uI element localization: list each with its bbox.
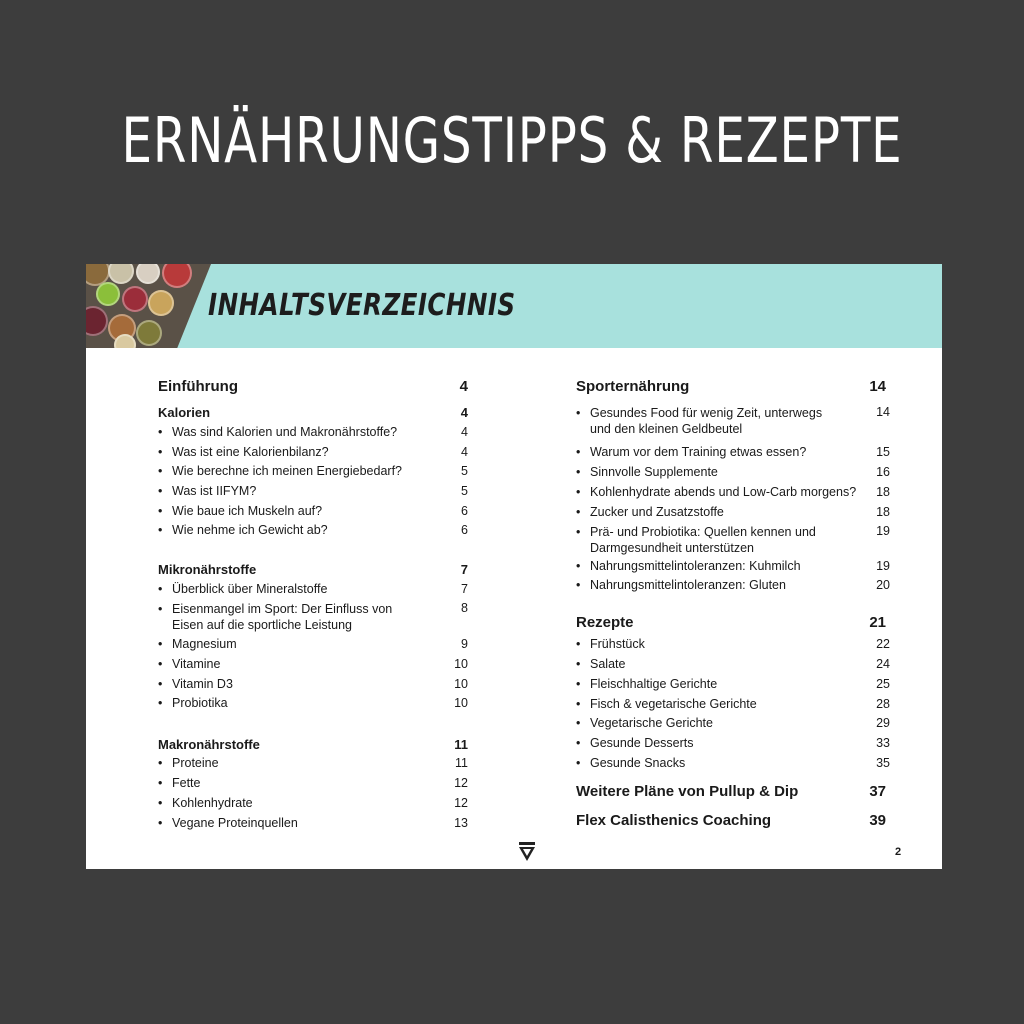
- item-text: • Kohlenhydrate: [172, 796, 253, 810]
- item-page: 5: [461, 464, 468, 478]
- item-text: • Was ist IIFYM?: [172, 484, 256, 498]
- item-page: 12: [454, 796, 468, 810]
- item-text: • Fleischhaltige Gerichte: [590, 677, 717, 691]
- food-bowls-image: [86, 264, 211, 348]
- item-text: • Zucker und Zusatzstoffe: [590, 505, 724, 519]
- section-title: Kalorien: [158, 405, 211, 420]
- banner: [86, 264, 942, 348]
- item-text: • Wie berechne ich meinen Energiebedarf?: [172, 464, 402, 478]
- item-page: 8: [461, 601, 468, 615]
- item-page: 13: [454, 816, 468, 830]
- item-text: • Nahrungsmittelintoleranzen: Gluten: [590, 578, 786, 592]
- item-page: 12: [454, 776, 468, 790]
- item-text: • Magnesium: [172, 637, 237, 651]
- item-text: • Frühstück: [590, 637, 645, 651]
- item-page: 16: [876, 465, 890, 479]
- section-title: Weitere Pläne von Pullup & Dip: [576, 783, 799, 800]
- item-page: 11: [455, 756, 468, 770]
- item-text: • Warum vor dem Training etwas essen?: [590, 445, 806, 459]
- item-text: • Vitamine: [172, 657, 220, 671]
- item-page: 10: [454, 677, 468, 691]
- item-text: • Fisch & vegetarische Gerichte: [590, 697, 757, 711]
- item-text: • Gesunde Snacks: [590, 756, 685, 770]
- section-title: Makronährstoffe: [158, 737, 260, 752]
- section-title: Einführung: [158, 378, 238, 395]
- item-text: • Nahrungsmittelintoleranzen: Kuhmilch: [590, 559, 801, 573]
- section-page: 4: [460, 405, 468, 420]
- item-page: 25: [876, 677, 890, 691]
- section-title: Flex Calisthenics Coaching: [576, 812, 772, 829]
- section-page: 14: [869, 378, 886, 395]
- item-text: • Proteine: [172, 756, 219, 770]
- item-page: 14: [876, 405, 890, 419]
- item-text: • Vegetarische Gerichte: [590, 716, 713, 730]
- headline: ERNÄHRUNGSTIPPS & REZEPTE: [121, 104, 903, 177]
- section-page: 11: [454, 737, 468, 752]
- item-page: 10: [454, 696, 468, 710]
- item-page: 18: [876, 485, 890, 499]
- item-page: 9: [461, 637, 468, 651]
- toc-title: INHALTSVERZEICHNIS: [208, 288, 516, 323]
- section-title: Mikronährstoffe: [158, 562, 257, 577]
- item-text: • Salate: [590, 657, 625, 671]
- item-text: • Fette: [172, 776, 201, 790]
- item-page: 6: [461, 504, 468, 518]
- item-page: 6: [461, 523, 468, 537]
- item-page: 4: [461, 445, 468, 459]
- item-page: 5: [461, 484, 468, 498]
- section-page: 39: [869, 812, 886, 829]
- item-page: 19: [876, 524, 890, 538]
- item-page: 20: [876, 578, 890, 592]
- item-text: • Prä- und Probiotika: Quellen kennen und Darmgesundheit unterstützen: [590, 524, 830, 556]
- item-page: 19: [876, 559, 890, 573]
- section-page: 4: [459, 378, 468, 395]
- item-page: 15: [876, 445, 890, 459]
- item-page: 29: [876, 716, 890, 730]
- item-text: • Was ist eine Kalorienbilanz?: [172, 445, 329, 459]
- item-page: 18: [876, 505, 890, 519]
- item-text: • Wie nehme ich Gewicht ab?: [172, 523, 328, 537]
- section-page: 7: [460, 562, 468, 577]
- item-page: 35: [876, 756, 890, 770]
- item-text: • Was sind Kalorien und Makronährstoffe?: [172, 425, 397, 439]
- item-page: 33: [876, 736, 890, 750]
- item-text: • Gesunde Desserts: [590, 736, 694, 750]
- section-page: 37: [869, 783, 886, 800]
- item-text: • Gesundes Food für wenig Zeit, unterwegs und den kleinen Geldbeutel: [590, 405, 830, 437]
- item-text: • Wie baue ich Muskeln auf?: [172, 504, 322, 518]
- item-page: 22: [876, 637, 890, 651]
- item-text: • Probiotika: [172, 696, 228, 710]
- item-page: 24: [876, 657, 890, 671]
- toc-page: [86, 264, 942, 869]
- item-page: 4: [461, 425, 468, 439]
- item-text: • Vitamin D3: [172, 677, 233, 691]
- item-text: • Vegane Proteinquellen: [172, 816, 298, 830]
- page-number: 2: [895, 846, 902, 858]
- item-text: • Kohlenhydrate abends und Low-Carb morgens?: [590, 485, 856, 499]
- item-text: • Sinnvolle Supplemente: [590, 465, 718, 479]
- item-page: 7: [461, 582, 468, 596]
- section-title: Sporternährung: [576, 378, 690, 395]
- pullup-dip-logo-icon: [518, 842, 536, 862]
- item-page: 10: [454, 657, 468, 671]
- item-text: • Eisenmangel im Sport: Der Einfluss von Eisen auf die sportliche Leistung: [172, 601, 402, 633]
- section-title: Rezepte: [576, 614, 634, 631]
- section-page: 21: [869, 614, 886, 631]
- item-text: • Überblick über Mineralstoffe: [172, 582, 327, 596]
- item-page: 28: [876, 697, 890, 711]
